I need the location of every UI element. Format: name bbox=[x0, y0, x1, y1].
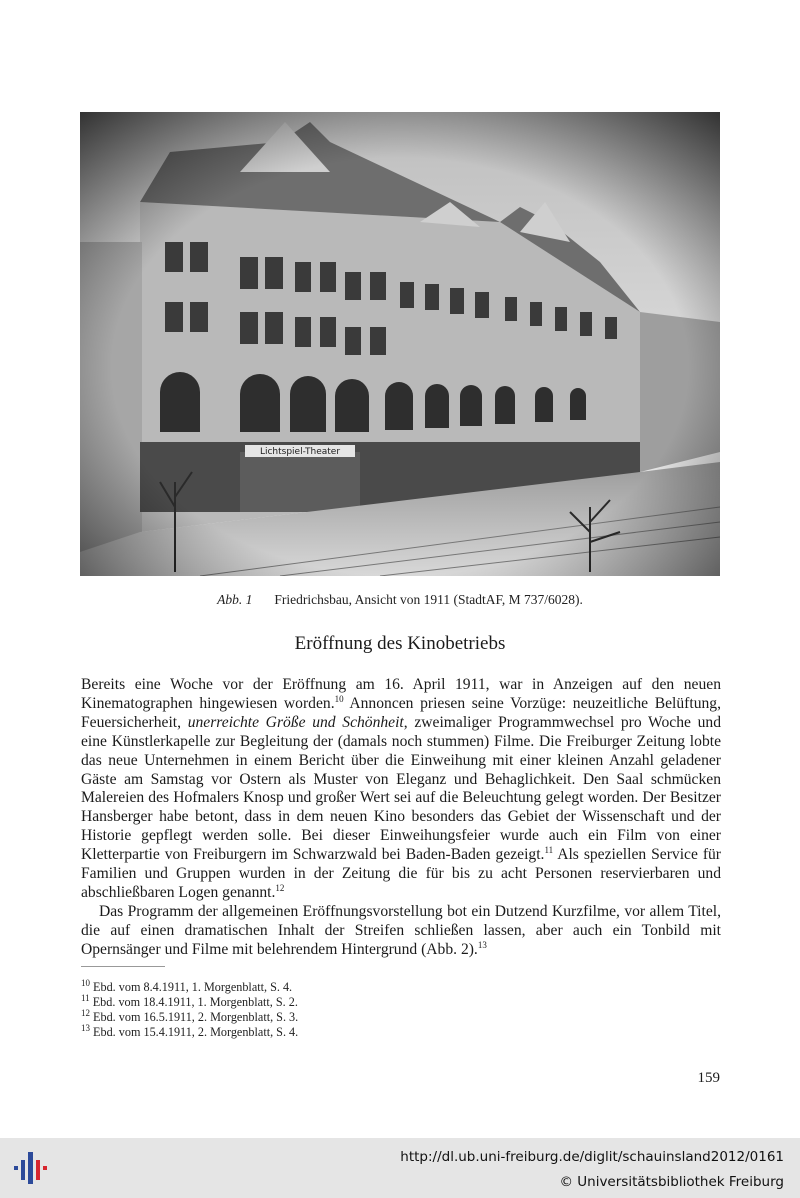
library-footer bbox=[0, 1138, 800, 1198]
document-url-link[interactable]: http://dl.ub.uni-freiburg.de/diglit/schauinsland2012/0161 bbox=[400, 1149, 784, 1165]
footnote bbox=[81, 1022, 481, 1040]
paragraph-1-emphasis: unerreichte Größe und Schönheit bbox=[187, 713, 404, 731]
ub-freiburg-logo-icon[interactable] bbox=[10, 1150, 52, 1186]
footnote-text: Ebd. vom 16.5.1911, 2. Morgenblatt, S. 3. bbox=[93, 1010, 299, 1024]
paragraph-1-text-d: Als speziellen Service für Familien und Gruppen wurden in der Zeitung die für bis zu acht Personen reservierbaren und abschließbaren Logen genannt. bbox=[81, 846, 721, 901]
footnote-number: 13 bbox=[81, 1022, 90, 1033]
paragraph-1-text-a: Bereits eine Woche vor der Eröffnung am 16. April 1911, war in Anzeigen auf den neuen Kinematographen hingewiesen worden. bbox=[81, 676, 721, 712]
footnote-divider bbox=[81, 966, 165, 967]
footnote-number: 11 bbox=[81, 992, 90, 1003]
footnote-ref-12: 12 bbox=[275, 882, 285, 893]
body-text bbox=[81, 676, 721, 960]
section-title: Eröffnung des Kinobetriebs bbox=[294, 633, 506, 654]
footnote bbox=[81, 977, 481, 995]
paragraph-1-text-b: Annoncen priesen seine Vorzüge: neuzeitliche Belüftung, Feuersicherheit, bbox=[81, 694, 721, 731]
footnote-text: Ebd. vom 8.4.1911, 1. Morgenblatt, S. 4. bbox=[93, 980, 293, 994]
footnote-text: Ebd. vom 18.4.1911, 1. Morgenblatt, S. 2. bbox=[92, 995, 298, 1009]
footnote-ref-13: 13 bbox=[477, 939, 487, 950]
figure-caption-text: Friedrichsbau, Ansicht von 1911 (StadtAF, M 737/6028). bbox=[274, 592, 583, 607]
copyright-text: © Universitätsbibliothek Freiburg bbox=[559, 1174, 784, 1190]
page-number: 159 bbox=[697, 1070, 720, 1086]
footnote-text: Ebd. vom 15.4.1911, 2. Morgenblatt, S. 4. bbox=[93, 1025, 299, 1039]
footnote-ref-11: 11 bbox=[544, 844, 554, 855]
figure-label: Abb. 1 bbox=[217, 592, 253, 607]
footnote-number: 10 bbox=[81, 977, 90, 988]
paragraph-1 bbox=[81, 676, 721, 903]
paragraph-2-text: Das Programm der allgemeinen Eröffnungsvorstellung bot ein Dutzend Kurzfilme, vor allem Titel, die auf einen dramatischen Inhalt der Streifen schließen lassen, aber auch ein Tonbild mit Opernsänger und Filme mit belehrendem Hintergrund (Abb. 2). bbox=[81, 902, 721, 958]
footnote-number: 12 bbox=[81, 1007, 90, 1018]
figure-caption bbox=[0, 592, 800, 608]
footnote bbox=[81, 1007, 481, 1025]
paragraph-1-text-c: , zweimaliger Programmwechsel pro Woche und eine Künstlerkapelle zur Begleitung der (damals noch stummen) Filme. Die Freiburger Zeitung lobte das neue Unternehmen in einem Bericht über die Einweihung mit einer kleinen Anzahl geladener Gäste am Samstag vor Ostern als Muster von Eleganz und Behaglichkeit. Den Saal schmücken Malereien des Hofmalers Knosp und großer Wert sei auf die Beleuchtung gelegt worden. Der Besitzer Hansberger habe betont, dass in dem neuen Kino besonders das Gebiet der Wissenschaft und der Historie gepflegt werden solle. Bei dieser Einweihungsfeier wurde auch ein Film von einer Kletterpartie von Freiburgern im Schwarzwald bei Baden-Baden gezeigt. bbox=[81, 713, 721, 864]
footnote bbox=[81, 992, 481, 1010]
paragraph-2 bbox=[81, 903, 721, 960]
footnote-ref-10: 10 bbox=[334, 693, 344, 704]
figure-photo bbox=[80, 112, 720, 576]
